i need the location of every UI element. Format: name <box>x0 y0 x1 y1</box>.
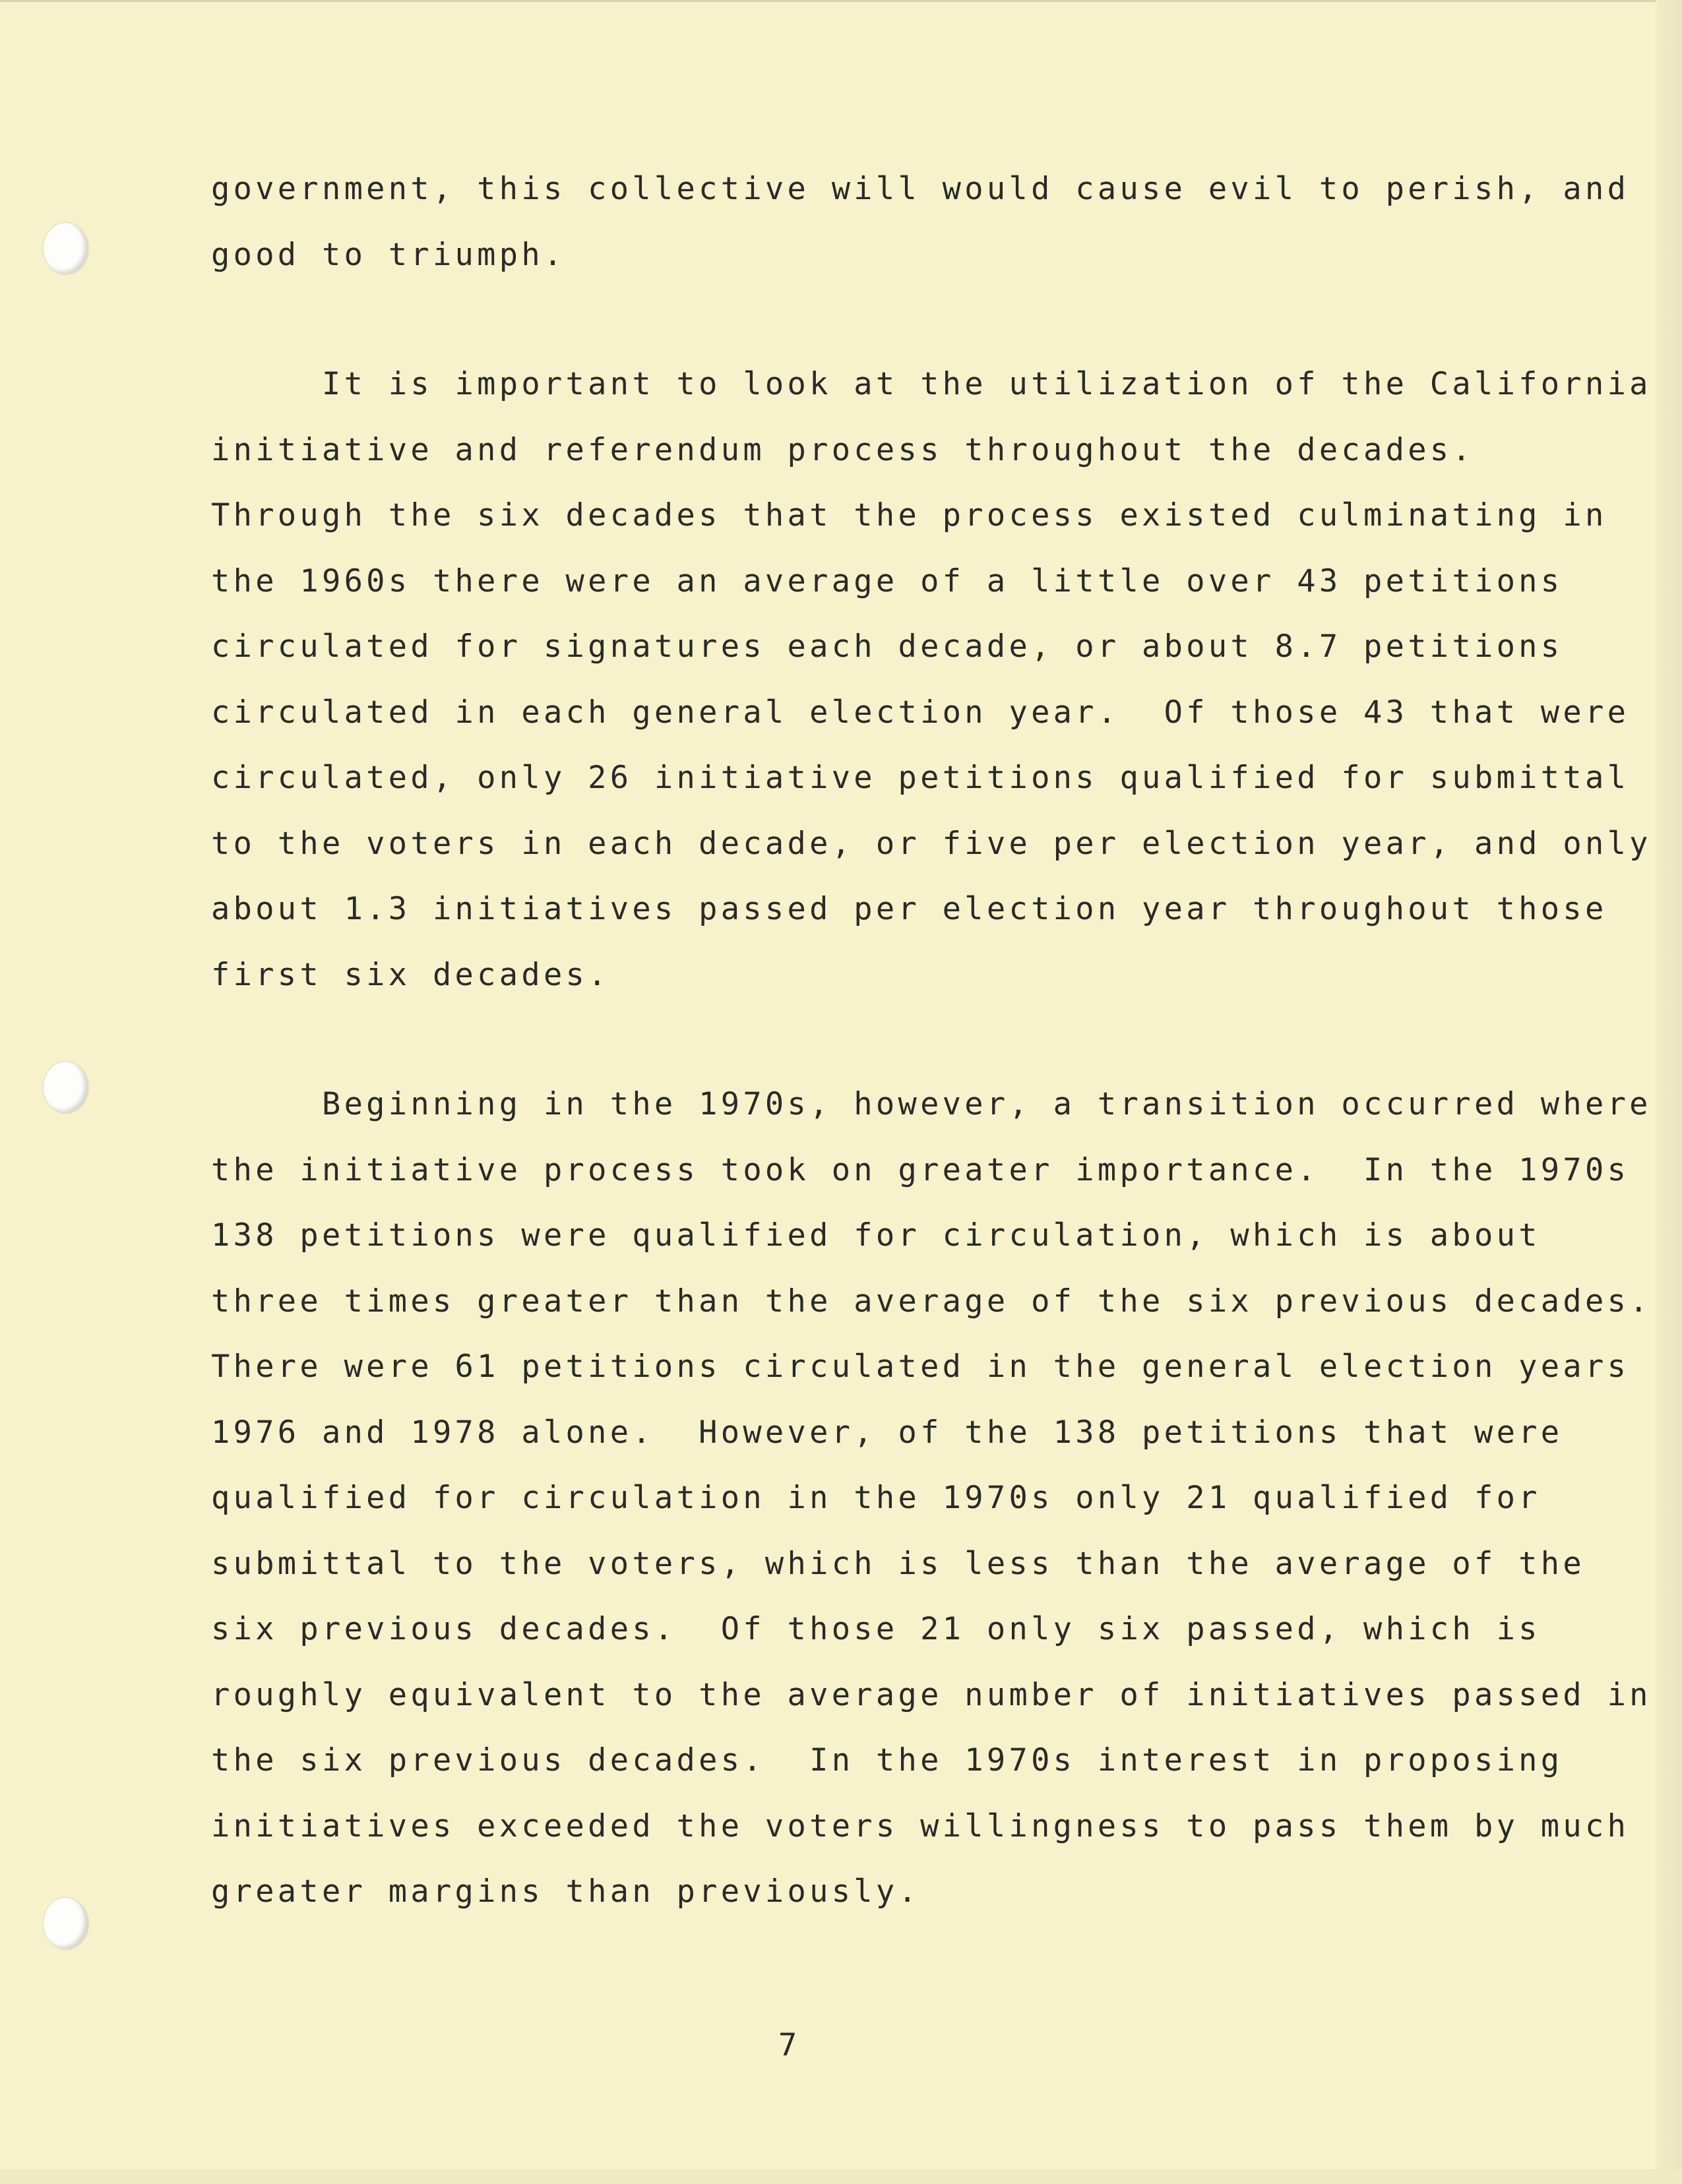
text-line: greater margins than previously. <box>211 1873 921 1910</box>
page-top-edge <box>0 0 1682 2</box>
text-line: three times greater than the average of the six previous decades. <box>211 1283 1652 1320</box>
text-line: There were 61 petitions circulated in the general election years <box>211 1349 1630 1385</box>
paragraph-1 <box>211 166 1630 297</box>
binder-hole-bottom <box>44 1898 88 1949</box>
text-line: first six decades. <box>211 956 610 993</box>
text-line: government, this collective will would cause evil to perish, and <box>211 171 1630 207</box>
text-line: six previous decades. Of those 21 only six passed, which is <box>211 1611 1541 1647</box>
text-line: qualified for circulation in the 1970s only 21 qualified for <box>211 1480 1541 1516</box>
text-line: to the voters in each decade, or five per election year, and only <box>211 825 1652 862</box>
binder-hole-middle <box>44 1062 88 1113</box>
paragraph-3 <box>211 1081 1652 1935</box>
text-line: Through the six decades that the process existed culminating in <box>211 497 1607 533</box>
page-right-edge <box>1656 0 1682 2184</box>
text-line: 1976 and 1978 alone. However, of the 138 petitions that were <box>211 1414 1563 1451</box>
text-line: initiatives exceeded the voters willingness to pass them by much <box>211 1807 1630 1844</box>
paragraph-gap <box>211 297 1530 361</box>
text-line: roughly equivalent to the average number of initiatives passed in <box>211 1676 1652 1713</box>
text-line: the initiative process took on greater importance. In the 1970s <box>211 1151 1630 1188</box>
body-text <box>211 166 1652 1935</box>
paragraph-gap <box>211 1017 1530 1081</box>
text-line: It is important to look at the utilization of the California <box>211 366 1652 402</box>
text-line: submittal to the voters, which is less than the average of the <box>211 1545 1585 1582</box>
text-line: the six previous decades. In the 1970s interest in proposing <box>211 1742 1563 1778</box>
text-line: Beginning in the 1970s, however, a transition occurred where <box>211 1086 1652 1122</box>
text-line: 138 petitions were qualified for circulation, which is about <box>211 1217 1541 1254</box>
paragraph-2 <box>211 361 1652 1017</box>
text-line: circulated for signatures each decade, or about 8.7 petitions <box>211 628 1563 665</box>
page-number: 7 <box>778 2027 797 2063</box>
page-bottom-edge <box>0 2169 1682 2184</box>
text-line: circulated in each general election year. Of those 43 that were <box>211 694 1630 731</box>
text-line: circulated, only 26 initiative petitions qualified for submittal <box>211 760 1630 796</box>
text-line: good to triumph. <box>211 236 566 273</box>
binder-hole-top <box>44 223 88 274</box>
text-line: initiative and referendum process throughout the decades. <box>211 431 1474 468</box>
text-line: about 1.3 initiatives passed per election year throughout those <box>211 891 1607 927</box>
text-line: the 1960s there were an average of a little over 43 petitions <box>211 562 1563 599</box>
